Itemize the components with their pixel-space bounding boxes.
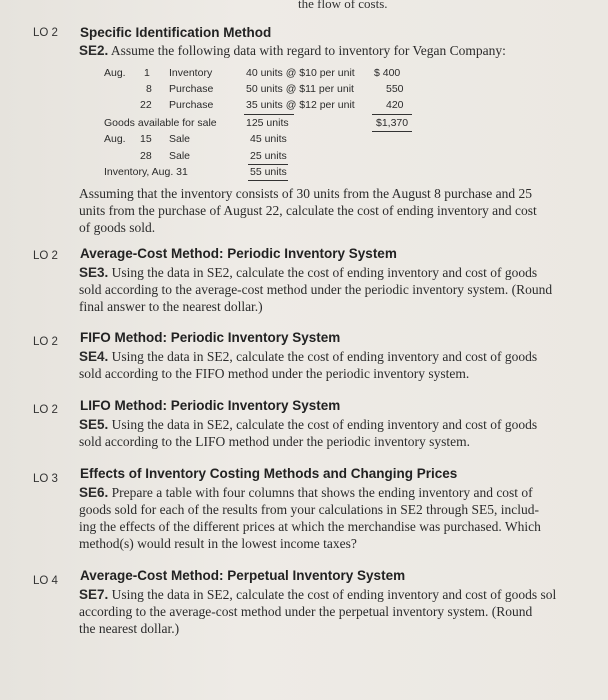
se3-label: SE3. [79, 265, 109, 280]
se6-line: Prepare a table with four columns that shows the ending inventory and cost of [111, 485, 533, 500]
se6-label: SE6. [79, 485, 109, 500]
sale1-month: Aug. [104, 133, 126, 145]
sale2-units: 25 units [250, 150, 287, 162]
sale1-units: 45 units [250, 133, 287, 145]
se4-line: Using the data in SE2, calculate the cost of ending inventory and cost of goods [111, 349, 538, 364]
row2-desc: Purchase [169, 83, 214, 95]
lo-label-se5: LO 2 [33, 404, 58, 416]
row3-desc: Purchase [169, 99, 214, 111]
lo-label-se4: LO 2 [33, 336, 58, 348]
lo-label-se7: LO 4 [33, 575, 58, 587]
row3-day: 22 [140, 99, 152, 111]
se3-line: Using the data in SE2, calculate the cost of ending inventory and cost of goods [111, 265, 538, 280]
se6-line: ing the effects of the different prices at which the merchandise was purchased. Which [79, 519, 541, 534]
se6-title: Effects of Inventory Costing Methods and Changing Prices [80, 466, 458, 481]
row1-units: 40 units @ $10 per unit [246, 67, 355, 79]
units-rule [244, 114, 294, 115]
amount-double-rule [372, 131, 412, 132]
se4-title: FIFO Method: Periodic Inventory System [80, 330, 341, 345]
se2-question [79, 185, 604, 236]
se3-title: Average-Cost Method: Periodic Inventory System [80, 246, 397, 261]
sale2-day: 28 [140, 150, 152, 162]
row1-day: 1 [144, 67, 150, 79]
row3-amount: 420 [386, 99, 404, 111]
se6-body [79, 484, 604, 552]
sale1-desc: Sale [169, 133, 191, 145]
ending-inventory-label: Inventory, Aug. 31 [104, 166, 188, 178]
row2-units: 50 units @ $11 per unit [246, 83, 354, 95]
se2-label: SE2. [79, 43, 109, 58]
lo-label-se3: LO 2 [33, 250, 58, 262]
sale2-desc: Sale [169, 150, 191, 162]
goods-available-label: Goods available for sale [104, 117, 217, 129]
se7-line: the nearest dollar.) [79, 621, 180, 636]
se7-title: Average-Cost Method: Perpetual Inventory System [80, 568, 406, 583]
se6-line: goods sold for each of the results from your calculations in SE2 through SE5, includ- [79, 502, 540, 517]
se7-body [79, 586, 604, 637]
se5-line: Using the data in SE2, calculate the cost of ending inventory and cost of goods [111, 417, 538, 432]
se4-body [79, 348, 604, 382]
se4-label: SE4. [79, 349, 109, 364]
se5-line: sold according to the LIFO method under the periodic inventory system. [79, 434, 471, 449]
se2-question-line: of goods sold. [79, 220, 156, 235]
se7-label: SE7. [79, 587, 109, 602]
row3-units: 35 units @ $12 per unit [246, 99, 355, 111]
row2-day: 8 [146, 83, 152, 95]
se2-intro [79, 42, 604, 59]
se2-intro-text: Assume the following data with regard to inventory for Vegan Company: [110, 43, 506, 58]
se7-line: Using the data in SE2, calculate the cost of ending inventory and cost of goods sol [111, 587, 557, 602]
se2-question-line: Assuming that the inventory consists of 30 units from the August 8 purchase and 25 [79, 186, 532, 201]
se2-question-line: units from the purchase of August 22, calculate the cost of ending inventory and cost [79, 203, 537, 218]
row1-month: Aug. [104, 67, 126, 79]
lo-label-se6: LO 3 [33, 473, 58, 485]
row2-amount: 550 [386, 83, 404, 95]
se4-line: sold according to the FIFO method under the periodic inventory system. [79, 366, 470, 381]
se3-body [79, 264, 604, 315]
sales-rule [248, 164, 288, 165]
lo-label-se2: LO 2 [33, 27, 58, 39]
amount-rule [372, 114, 412, 115]
row1-amount: $ 400 [374, 67, 401, 79]
se6-line: method(s) would result in the lowest income taxes? [79, 536, 357, 551]
se5-body [79, 416, 604, 450]
se5-label: SE5. [79, 417, 109, 432]
sale1-day: 15 [140, 133, 152, 145]
goods-available-amount: $1,370 [376, 117, 409, 129]
goods-available-units: 125 units [246, 117, 289, 129]
top-text: the flow of costs. [298, 0, 388, 11]
se7-line: according to the average-cost method under the perpetual inventory system. (Round [79, 604, 533, 619]
se2-title: Specific Identification Method [80, 25, 272, 40]
inventory-table [104, 64, 424, 184]
se5-title: LIFO Method: Periodic Inventory System [80, 398, 341, 413]
ending-inventory-units: 55 units [250, 166, 287, 178]
row1-desc: Inventory [169, 67, 213, 79]
se3-line: sold according to the average-cost method under the periodic inventory system. (Round [79, 282, 553, 297]
se3-line: final answer to the nearest dollar.) [79, 299, 263, 314]
ending-rule [248, 180, 288, 181]
